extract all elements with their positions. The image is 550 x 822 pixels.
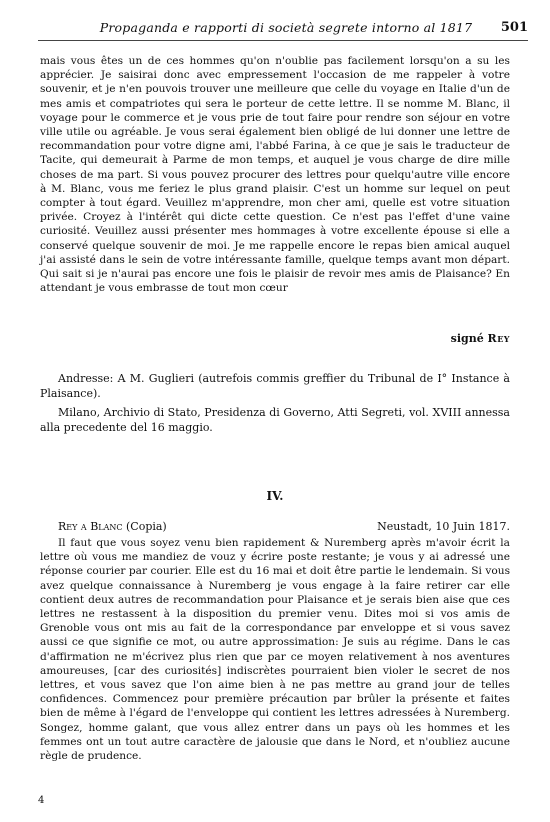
signature-name: Rey	[487, 332, 510, 345]
archive-source	[40, 406, 510, 435]
signature-prefix: signé	[450, 332, 484, 345]
footer-signature-mark: 4	[38, 795, 45, 806]
source-line: Milano, Archivio di Stato, Presidenza di Governo, Atti Segreti, vol. XVIII annessa alla precedente del 16 maggio.	[40, 406, 510, 434]
address-note	[40, 372, 510, 401]
place-date: Neustadt, 10 Juin 1817.	[377, 520, 510, 533]
running-title: Propaganda e rapporti di società segrete intorno al 1817	[99, 20, 473, 35]
letter-body-section	[40, 536, 510, 763]
connector: a	[80, 520, 87, 533]
letter-correspondents	[58, 520, 167, 533]
address-line: Andresse: A M. Guglieri (autrefois commis greffier du Tribunal de I° Instance à Plaisance).	[40, 372, 510, 400]
letter-body-paragraph-2: Il faut que vous soyez venu bien rapidement & Nuremberg après m'avoir écrit la lettre où vous me mandiez de vouz y écrire poste restante; je vous y ai adressé une réponse courier par courier. Elle est du 16 mai et doit être partie le lendemain. Si vous avez quelque connaissance à Nuremberg je vous engage à la faire retirer car elle contient deux autres de recommandation pour Plaisance et je serais bien aise que ces lettres ne restassent à la disposition du premier venu. Dites moi si vos amis de Grenoble vous ont mis au fait de la correspondance par enveloppe et si vous savez aussi ce que signifie ce mot, ou autre approssimation: Je suis au régime. Dans le cas d'affirmation ne m'écrivez plus rien que par ce moyen relativement à nos aventures amoureuses, [car des curiosités] indiscrètes pourraient bien violer le secret de nos lettres, et vous savez que l'on aime bien à ne pas mettre au grand jour de telles confidences. Commencez pour première précaution par brûler la présente et faites bien de même à l'égard de l'enveloppe qui contient les lettres adressées à Nuremberg. Songez, homme galant, que vous allez entrer dans un pays où les hommes et les femmes ont un tout autre caractère de jalousie que dans le Nord, et n'oubliez aucune règle de prudence.	[40, 537, 510, 763]
section-number: IV.	[266, 489, 284, 503]
header-rule	[38, 40, 528, 41]
recipient-name: Blanc	[90, 520, 123, 533]
signature	[451, 332, 510, 345]
letter-body-paragraph: mais vous êtes un de ces hommes qu'on n'oublie pas facilement lorsqu'on a su les apprécier. Je saisirai donc avec empressement l'occasion de me rappeler à votre souvenir, et je n'en pouvois trouver une meilleure que celle du voyage en Italie d'un de mes amis et compatriotes qui sera le porteur de cette lettre. Il se nomme M. Blanc, il voyage pour le commerce et je vous prie de tout faire pour rendre son séjour en votre ville utile ou agréable. Je vous serai également bien obligé de lui donner une lettre de recommandation pour votre digne ami, l'abbé Farina, à ce que je sais le traducteur de Tacite, qui demeurait à Parme de mon temps, et auquel je vous charge de dire mille choses de ma part. Si vous pouvez procurer des lettres pour quelqu'autre ville encore à M. Blanc, vous me feriez le plus grand plaisir. C'est un homme sur lequel on peut compter à tout égard. Veuillez m'apprendre, mon cher ami, quelle est votre situation privée. Croyez à l'intérêt qui dicte cette question. Ce n'est pas l'effet d'une vaine curiosité. Veuillez aussi présenter mes hommages à votre excellente épouse si elle a conservé quelque souvenir de moi. Je me rappelle encore le repas bien amical auquel j'ai assisté dans le sein de votre intéressante famille, quelque temps avant mon départ. Qui sait si je n'aurai pas encore une fois le plaisir de revoir mes amis de Plaisance? En attendant je vous embrasse de tout mon cœur	[40, 55, 510, 295]
sender-name: Rey	[58, 520, 78, 533]
copy-note: (Copia)	[125, 520, 167, 533]
page-number: 501	[500, 20, 528, 35]
